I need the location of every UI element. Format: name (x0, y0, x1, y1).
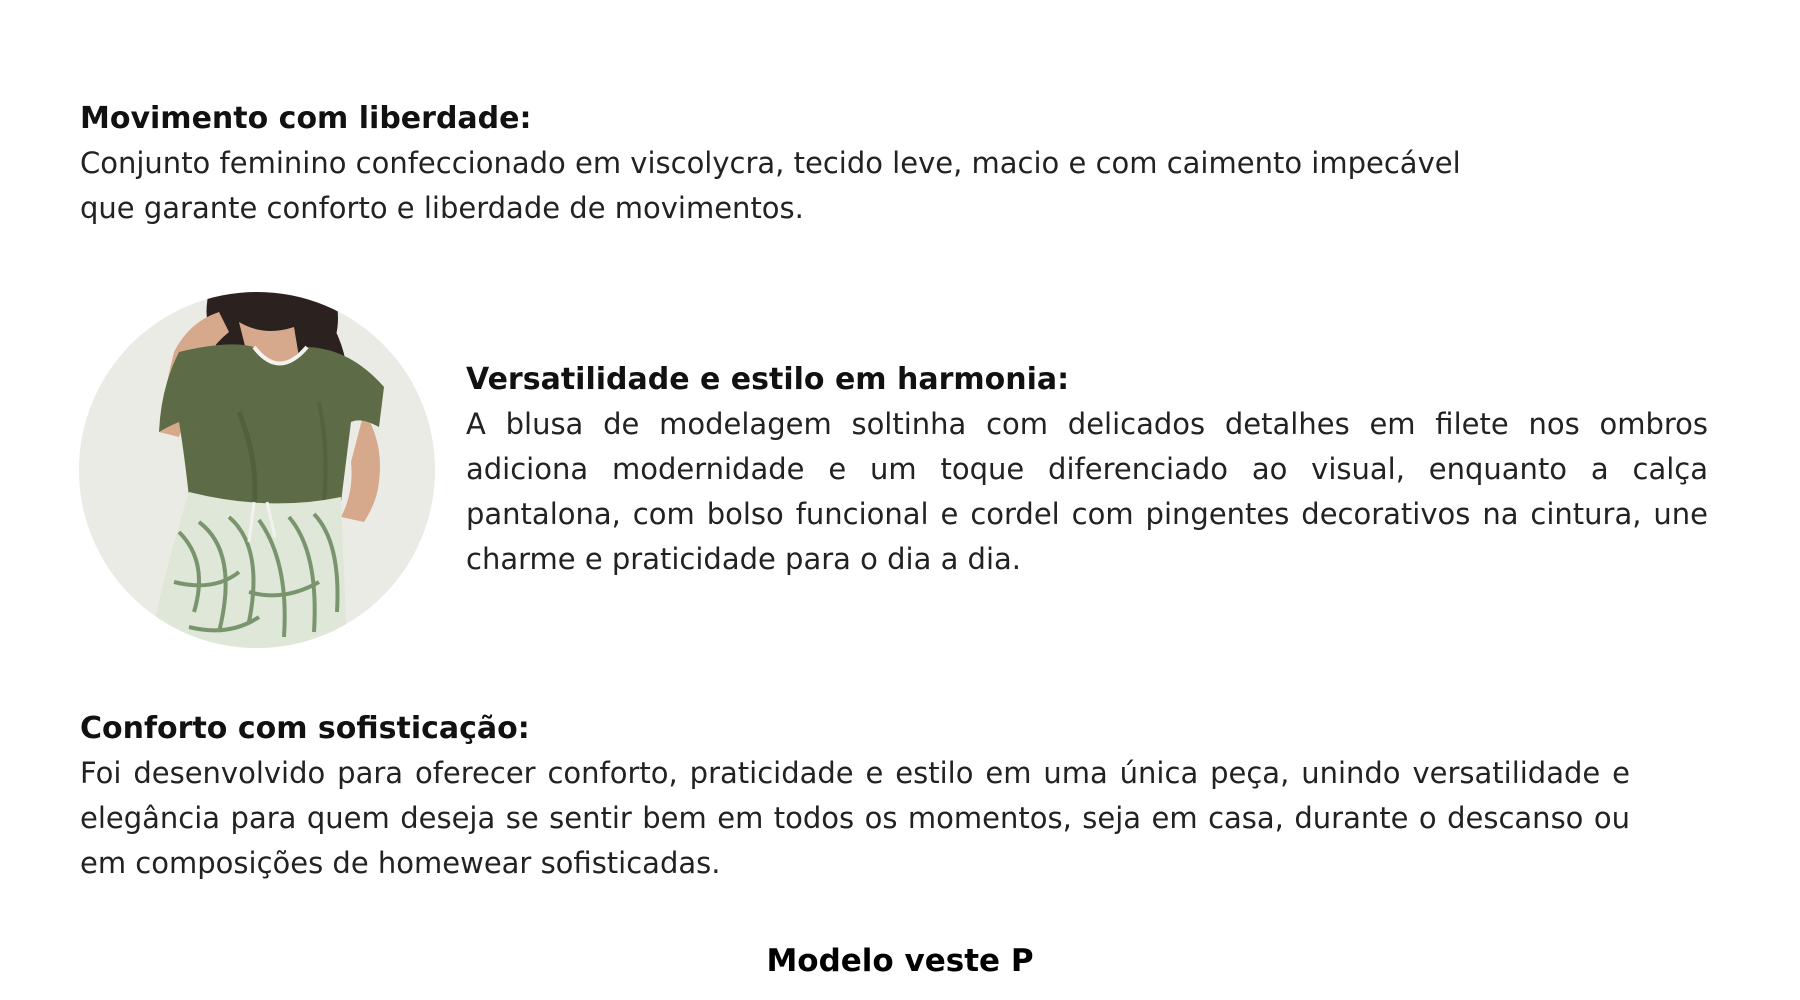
section-title: Versatilidade e estilo em harmonia: (466, 362, 1070, 397)
section-body: A blusa de modelagem soltinha com delicados detalhes em filete nos ombros adiciona modernidade e um toque diferenciado ao visual, enquanto a calça pantalona, com bolso funcional e cordel com pingentes decorativos na cintura, une charme e praticidade para o dia a dia. (466, 407, 1708, 576)
section-movimento (80, 97, 1500, 231)
model-size-note: Modelo veste P (766, 943, 1034, 979)
section-title: Movimento com liberdade: (80, 101, 532, 136)
section-body: Foi desenvolvido para oferecer conforto, praticidade e estilo em uma única peça, unindo versatilidade e elegância para quem deseja se sentir bem em todos os momentos, seja em casa, durante o descanso ou em composições de homewear sofisticadas. (80, 756, 1630, 880)
section-body: Conjunto feminino confeccionado em viscolycra, tecido leve, macio e com caimento impecável que garante conforto e liberdade de movimentos. (80, 146, 1461, 225)
section-conforto (80, 707, 1630, 886)
section-versatilidade (466, 358, 1708, 582)
section-title: Conforto com sofisticação: (80, 711, 530, 746)
product-photo (79, 292, 435, 648)
